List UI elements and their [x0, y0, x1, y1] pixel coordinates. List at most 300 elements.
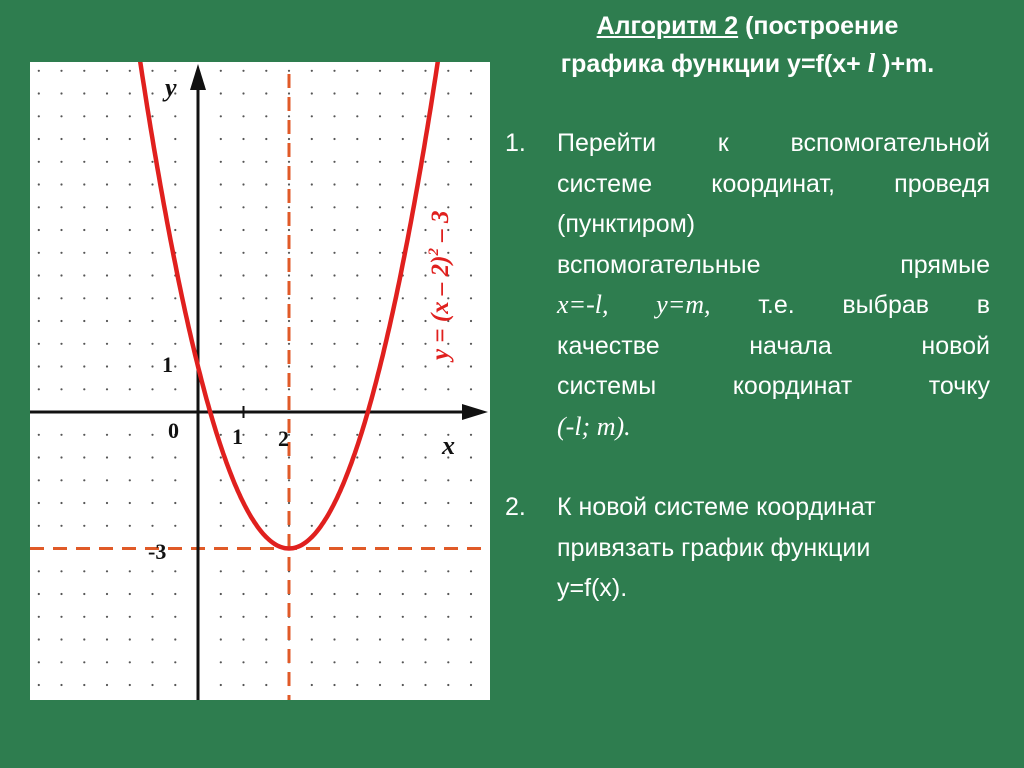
step-2-line-2: привязать график функции	[557, 533, 871, 562]
grid-dot	[38, 115, 40, 117]
grid-dot	[83, 479, 85, 481]
grid-dot	[288, 206, 290, 208]
grid-dot	[470, 616, 472, 618]
grid-dot	[129, 343, 131, 345]
grid-dot	[447, 138, 449, 140]
grid-dot	[242, 252, 244, 254]
grid-dot	[106, 456, 108, 458]
grid-dot	[242, 456, 244, 458]
grid-dot	[220, 320, 222, 322]
grid-dot	[311, 183, 313, 185]
grid-dot	[265, 297, 267, 299]
grid-dot	[60, 206, 62, 208]
grid-dot	[265, 525, 267, 527]
grid-dot	[356, 92, 358, 94]
grid-dot	[38, 456, 40, 458]
grid-dot	[265, 183, 267, 185]
grid-dot	[106, 479, 108, 481]
grid-dot	[60, 229, 62, 231]
grid-dot	[265, 456, 267, 458]
grid-dot	[220, 297, 222, 299]
grid-dot	[379, 70, 381, 72]
grid-dot	[333, 616, 335, 618]
formula-tail: – 3	[427, 210, 454, 248]
grid-dot	[424, 479, 426, 481]
grid-dot	[38, 138, 40, 140]
title-part2: (построение	[738, 12, 899, 40]
grid-dot	[356, 388, 358, 390]
grid-dot	[83, 388, 85, 390]
grid-dot	[60, 70, 62, 72]
grid-dot	[151, 638, 153, 640]
grid-dot	[38, 365, 40, 367]
grid-dot	[83, 206, 85, 208]
grid-dot	[129, 138, 131, 140]
grid-dot	[60, 343, 62, 345]
grid-dot	[333, 252, 335, 254]
grid-dot	[265, 434, 267, 436]
grid-dot	[333, 479, 335, 481]
grid-dot	[333, 525, 335, 527]
grid-dot	[38, 252, 40, 254]
grid-dot	[356, 320, 358, 322]
grid-dot	[402, 661, 404, 663]
grid-dot	[379, 638, 381, 640]
grid-dot	[151, 70, 153, 72]
grid-dot	[424, 570, 426, 572]
grid-dot	[60, 502, 62, 504]
grid-dot	[470, 456, 472, 458]
grid-dot	[106, 320, 108, 322]
grid-dot	[38, 320, 40, 322]
grid-dot	[60, 661, 62, 663]
grid-dot	[333, 388, 335, 390]
grid-dot	[356, 274, 358, 276]
grid-dot	[60, 115, 62, 117]
grid-dot	[106, 593, 108, 595]
grid-dot	[402, 92, 404, 94]
slide-title	[505, 8, 990, 83]
x-tick-1-label: 1	[232, 424, 243, 449]
grid-dot	[379, 115, 381, 117]
grid-dot	[333, 434, 335, 436]
step-1-line-1: Перейти к вспомогательной	[557, 129, 990, 157]
grid-dot	[60, 479, 62, 481]
grid-dot	[60, 252, 62, 254]
grid-dot	[38, 479, 40, 481]
grid-dot	[333, 92, 335, 94]
grid-dot	[242, 661, 244, 663]
grid-dot	[470, 297, 472, 299]
grid-dot	[151, 570, 153, 572]
grid-dot	[265, 92, 267, 94]
grid-dot	[333, 593, 335, 595]
grid-dot	[265, 684, 267, 686]
grid-dot	[447, 183, 449, 185]
grid-dot	[151, 365, 153, 367]
grid-dot	[288, 183, 290, 185]
grid-dot	[311, 638, 313, 640]
grid-dot	[470, 343, 472, 345]
grid-dot	[220, 115, 222, 117]
grid-dot	[379, 297, 381, 299]
grid-dot	[311, 684, 313, 686]
grid-dot	[356, 661, 358, 663]
grid-dot	[356, 183, 358, 185]
grid-dot	[38, 206, 40, 208]
grid-dot	[288, 70, 290, 72]
grid-dot	[333, 638, 335, 640]
grid-dot	[60, 525, 62, 527]
grid-dot	[311, 70, 313, 72]
grid-dot	[38, 161, 40, 163]
grid-dot	[151, 320, 153, 322]
grid-dot	[38, 525, 40, 527]
grid-dot	[129, 297, 131, 299]
grid-dot	[83, 320, 85, 322]
grid-dot	[106, 115, 108, 117]
grid-dot	[174, 616, 176, 618]
grid-dot	[470, 684, 472, 686]
grid-dot	[288, 388, 290, 390]
grid-dot	[470, 502, 472, 504]
grid-dot	[333, 320, 335, 322]
grid-dot	[220, 593, 222, 595]
grid-dot	[83, 684, 85, 686]
grid-dot	[265, 70, 267, 72]
grid-dot	[356, 684, 358, 686]
grid-dot	[106, 70, 108, 72]
grid-dot	[311, 388, 313, 390]
grid-dot	[174, 365, 176, 367]
step-2-line-3: y=f(x).	[557, 574, 628, 602]
grid-dot	[379, 343, 381, 345]
grid-dot	[447, 206, 449, 208]
grid-dot	[174, 138, 176, 140]
grid-dot	[83, 525, 85, 527]
grid-dot	[174, 115, 176, 117]
grid-dot	[470, 320, 472, 322]
grid-dot	[129, 388, 131, 390]
grid-dot	[311, 115, 313, 117]
grid-dot	[447, 593, 449, 595]
formula-exponent: 2	[426, 248, 442, 256]
grid-dot	[379, 183, 381, 185]
grid-dot	[402, 593, 404, 595]
grid-dot	[129, 206, 131, 208]
grid-dot	[424, 456, 426, 458]
grid-dot	[38, 274, 40, 276]
grid-dot	[311, 206, 313, 208]
grid-dot	[151, 434, 153, 436]
grid-dot	[38, 616, 40, 618]
grid-dot	[220, 229, 222, 231]
grid-dot	[265, 616, 267, 618]
function-graph	[30, 62, 490, 700]
grid-dot	[379, 320, 381, 322]
grid-dot	[242, 183, 244, 185]
grid-dot	[424, 593, 426, 595]
grid-dot	[60, 320, 62, 322]
grid-dot	[60, 365, 62, 367]
grid-dot	[174, 343, 176, 345]
grid-dot	[83, 92, 85, 94]
grid-dot	[220, 343, 222, 345]
grid-dot	[174, 183, 176, 185]
grid-dot	[288, 320, 290, 322]
grid-dot	[60, 616, 62, 618]
grid-dot	[470, 229, 472, 231]
grid-dot	[402, 320, 404, 322]
grid-dot	[220, 183, 222, 185]
grid-dot	[356, 229, 358, 231]
grid-dot	[356, 570, 358, 572]
grid-dot	[242, 479, 244, 481]
grid-dot	[333, 161, 335, 163]
y-tick-neg3-label: -3	[148, 539, 167, 564]
grid-dot	[60, 388, 62, 390]
grid-dot	[242, 297, 244, 299]
grid-dot	[288, 525, 290, 527]
grid-dot	[151, 274, 153, 276]
grid-dot	[356, 138, 358, 140]
step-1	[505, 123, 990, 447]
grid-dot	[129, 616, 131, 618]
function-formula	[426, 211, 454, 364]
grid-dot	[447, 115, 449, 117]
grid-dot	[265, 343, 267, 345]
grid-dot	[424, 502, 426, 504]
grid-dot	[151, 343, 153, 345]
grid-dot	[265, 638, 267, 640]
grid-dot	[106, 434, 108, 436]
grid-dot	[83, 274, 85, 276]
grid-dot	[333, 206, 335, 208]
grid-dot	[424, 115, 426, 117]
grid-dot	[265, 593, 267, 595]
grid-dot	[174, 593, 176, 595]
step-1-line-6: качестве начала новой	[557, 331, 990, 360]
grid-dot	[242, 593, 244, 595]
grid-dot	[129, 274, 131, 276]
grid-dot	[151, 161, 153, 163]
grid-dot	[311, 138, 313, 140]
grid-dot	[470, 365, 472, 367]
grid-dot	[470, 525, 472, 527]
grid-dot	[242, 206, 244, 208]
grid-dot	[174, 684, 176, 686]
grid-dot	[38, 593, 40, 595]
grid-dot	[106, 343, 108, 345]
grid-dot	[470, 638, 472, 640]
grid-dot	[379, 388, 381, 390]
grid-dot	[333, 138, 335, 140]
grid-dot	[220, 365, 222, 367]
grid-dot	[288, 297, 290, 299]
step-number: 2.	[505, 493, 526, 521]
grid-dot	[220, 502, 222, 504]
grid-dot	[174, 229, 176, 231]
grid-dot	[265, 479, 267, 481]
y-equation: y=m,	[656, 290, 711, 319]
grid-dot	[38, 183, 40, 185]
grid-dot	[470, 183, 472, 185]
grid-dot	[402, 70, 404, 72]
grid-dot	[60, 92, 62, 94]
title-line2-suffix: )+m.	[875, 50, 935, 78]
grid-dots	[38, 70, 472, 686]
grid-dot	[60, 456, 62, 458]
grid-dot	[356, 525, 358, 527]
grid-dot	[447, 161, 449, 163]
grid-dot	[38, 229, 40, 231]
grid-dot	[447, 616, 449, 618]
grid-dot	[402, 229, 404, 231]
grid-dot	[333, 70, 335, 72]
formula-main: y = (x – 2)	[427, 255, 454, 360]
grid-dot	[106, 297, 108, 299]
step-1-line-2: системе координат, проведя	[557, 169, 990, 198]
grid-dot	[242, 388, 244, 390]
grid-dot	[83, 252, 85, 254]
grid-dot	[38, 343, 40, 345]
grid-dot	[379, 684, 381, 686]
grid-dot	[379, 229, 381, 231]
step-1-line-4: вспомогательные прямые	[557, 250, 990, 279]
grid-dot	[83, 115, 85, 117]
grid-dot	[402, 388, 404, 390]
step-1-line-3: (пунктиром)	[557, 210, 696, 238]
grid-dot	[379, 456, 381, 458]
grid-dot	[38, 388, 40, 390]
grid-dot	[106, 570, 108, 572]
grid-dot	[220, 479, 222, 481]
grid-dot	[129, 434, 131, 436]
grid-dot	[424, 434, 426, 436]
grid-dot	[174, 70, 176, 72]
grid-dot	[83, 365, 85, 367]
grid-dot	[356, 638, 358, 640]
grid-dot	[151, 229, 153, 231]
grid-dot	[106, 388, 108, 390]
grid-dot	[447, 365, 449, 367]
grid-dot	[447, 684, 449, 686]
grid-dot	[424, 92, 426, 94]
grid-dot	[424, 161, 426, 163]
grid-dot	[470, 206, 472, 208]
grid-dot	[379, 252, 381, 254]
grid-dot	[402, 183, 404, 185]
grid-dot	[242, 525, 244, 527]
grid-dot	[242, 70, 244, 72]
grid-dot	[333, 570, 335, 572]
grid-dot	[174, 388, 176, 390]
grid-dot	[106, 161, 108, 163]
grid-dot	[151, 92, 153, 94]
grid-dot	[129, 570, 131, 572]
grid-dot	[174, 320, 176, 322]
grid-dot	[424, 684, 426, 686]
grid-dot	[129, 593, 131, 595]
grid-dot	[265, 115, 267, 117]
grid-dot	[220, 388, 222, 390]
grid-dot	[38, 570, 40, 572]
grid-dot	[379, 161, 381, 163]
grid-dot	[333, 456, 335, 458]
grid-dot	[174, 570, 176, 572]
grid-dot	[265, 161, 267, 163]
grid-dot	[83, 616, 85, 618]
grid-dot	[151, 502, 153, 504]
grid-dot	[242, 161, 244, 163]
y-tick-1-label: 1	[162, 352, 173, 377]
title-line2-prefix: графика функции y=f(x+	[560, 50, 868, 78]
grid-dot	[83, 456, 85, 458]
grid-dot	[447, 70, 449, 72]
grid-dot	[129, 684, 131, 686]
grid-dot	[106, 274, 108, 276]
grid-dot	[265, 502, 267, 504]
grid-dot	[311, 593, 313, 595]
grid-dot	[220, 161, 222, 163]
grid-dot	[60, 684, 62, 686]
grid-dot	[220, 456, 222, 458]
grid-dot	[151, 252, 153, 254]
grid-dot	[60, 138, 62, 140]
step-2-body	[557, 487, 990, 609]
grid-dot	[242, 684, 244, 686]
grid-dot	[242, 274, 244, 276]
grid-dot	[311, 343, 313, 345]
grid-dot	[356, 161, 358, 163]
grid-dot	[151, 297, 153, 299]
grid-dot	[356, 616, 358, 618]
grid-dot	[83, 161, 85, 163]
grid-dot	[311, 570, 313, 572]
grid-dot	[424, 206, 426, 208]
grid-dot	[129, 183, 131, 185]
grid-dot	[379, 138, 381, 140]
origin-label: 0	[168, 418, 179, 443]
grid-dot	[129, 229, 131, 231]
grid-dot	[106, 138, 108, 140]
grid-dot	[60, 297, 62, 299]
grid-dot	[242, 570, 244, 572]
grid-dot	[470, 434, 472, 436]
grid-dot	[288, 274, 290, 276]
grid-dot	[60, 161, 62, 163]
grid-dot	[424, 365, 426, 367]
grid-dot	[220, 70, 222, 72]
grid-dot	[174, 525, 176, 527]
grid-dot	[333, 343, 335, 345]
grid-dot	[402, 570, 404, 572]
grid-dot	[129, 320, 131, 322]
x-axis-arrow-icon	[462, 404, 488, 420]
grid-dot	[129, 456, 131, 458]
grid-dot	[402, 365, 404, 367]
grid-dot	[402, 638, 404, 640]
grid-dot	[38, 661, 40, 663]
grid-dot	[288, 365, 290, 367]
grid-dot	[265, 229, 267, 231]
grid-dot	[379, 593, 381, 595]
grid-dot	[402, 684, 404, 686]
grid-dot	[60, 434, 62, 436]
grid-dot	[151, 525, 153, 527]
grid-dot	[356, 479, 358, 481]
grid-dot	[83, 638, 85, 640]
